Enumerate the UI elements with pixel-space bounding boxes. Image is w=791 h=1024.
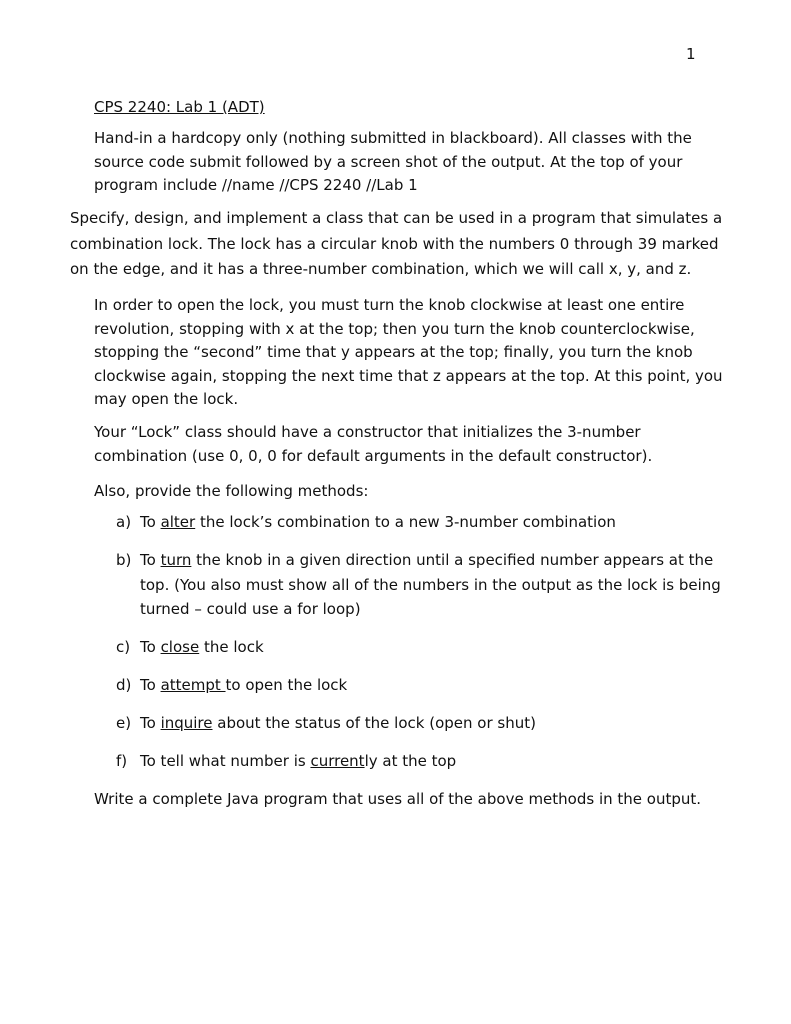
handin-line: source code submit followed by a screen shot of the output. At the top of your [94,152,683,171]
method-text: the knob in a given direction until a specified number appears at the [191,551,714,569]
method-text: to open the lock [225,676,348,694]
method-text: the lock [199,638,264,656]
lock-class-line: Your “Lock” class should have a constructor that initializes the 3-number [94,423,641,441]
method-text: ly at the top [364,752,457,770]
method-keyword: attempt [160,676,226,694]
method-keyword: inquire [160,714,213,732]
open-line: stopping the “second” time that y appears at the top; finally, you turn the knob [94,343,693,361]
open-lock-paragraph [94,294,723,412]
final-instruction: Write a complete Java program that uses all of the above methods in the output. [94,790,702,808]
method-keyword: current [310,752,365,770]
method-continuation: top. (You also must show all of the numbers in the output as the lock is being [140,575,721,594]
methods-intro: Also, provide the following methods: [94,482,369,500]
method-item-inquire [116,711,536,736]
open-line: revolution, stopping with x at the top; then you turn the knob counterclockwise, [94,319,695,338]
handin-line: program include //name //CPS 2240 //Lab 1 [94,176,418,194]
specification-paragraph [70,206,722,283]
method-item-attempt [116,673,347,698]
method-text: about the status of the lock (open or shut) [212,714,536,732]
method-text: the lock’s combination to a new 3-number combination [195,513,616,531]
method-text: To [140,676,161,694]
method-text: To [140,638,161,656]
method-continuation: turned – could use a for loop) [140,600,361,618]
method-item-turn [116,548,721,622]
spec-line: Specify, design, and implement a class that can be used in a program that simulates a [70,209,723,227]
lock-class-paragraph [94,421,652,468]
method-label: a) [116,513,132,531]
method-text: To [140,551,161,569]
method-text: To [140,714,161,732]
method-text: To tell what number is [140,752,311,770]
method-label: c) [116,638,131,656]
spec-line: on the edge, and it has a three-number combination, which we will call x, y, and z. [70,260,692,278]
open-line: In order to open the lock, you must turn the knob clockwise at least one entire [94,296,685,314]
handin-instructions [94,127,692,198]
method-keyword: close [160,638,200,656]
open-line: may open the lock. [94,390,239,408]
method-item-current [116,749,456,774]
method-label: d) [116,676,132,694]
method-label: b) [116,551,132,569]
method-keyword: alter [160,513,196,531]
method-item-close [116,635,264,660]
method-item-alter [116,510,616,535]
document-title: CPS 2240: Lab 1 (ADT) [94,98,265,116]
spec-line: combination lock. The lock has a circular knob with the numbers 0 through 39 marked [70,234,719,253]
page-number: 1 [686,45,696,63]
handin-line: Hand-in a hardcopy only (nothing submitted in blackboard). All classes with the [94,129,692,147]
method-text: To [140,513,161,531]
method-keyword: turn [160,551,192,569]
open-line: clockwise again, stopping the next time that z appears at the top. At this point, you [94,366,723,385]
method-label: f) [116,752,128,770]
method-label: e) [116,714,132,732]
lock-class-line: combination (use 0, 0, 0 for default arguments in the default constructor). [94,446,653,465]
